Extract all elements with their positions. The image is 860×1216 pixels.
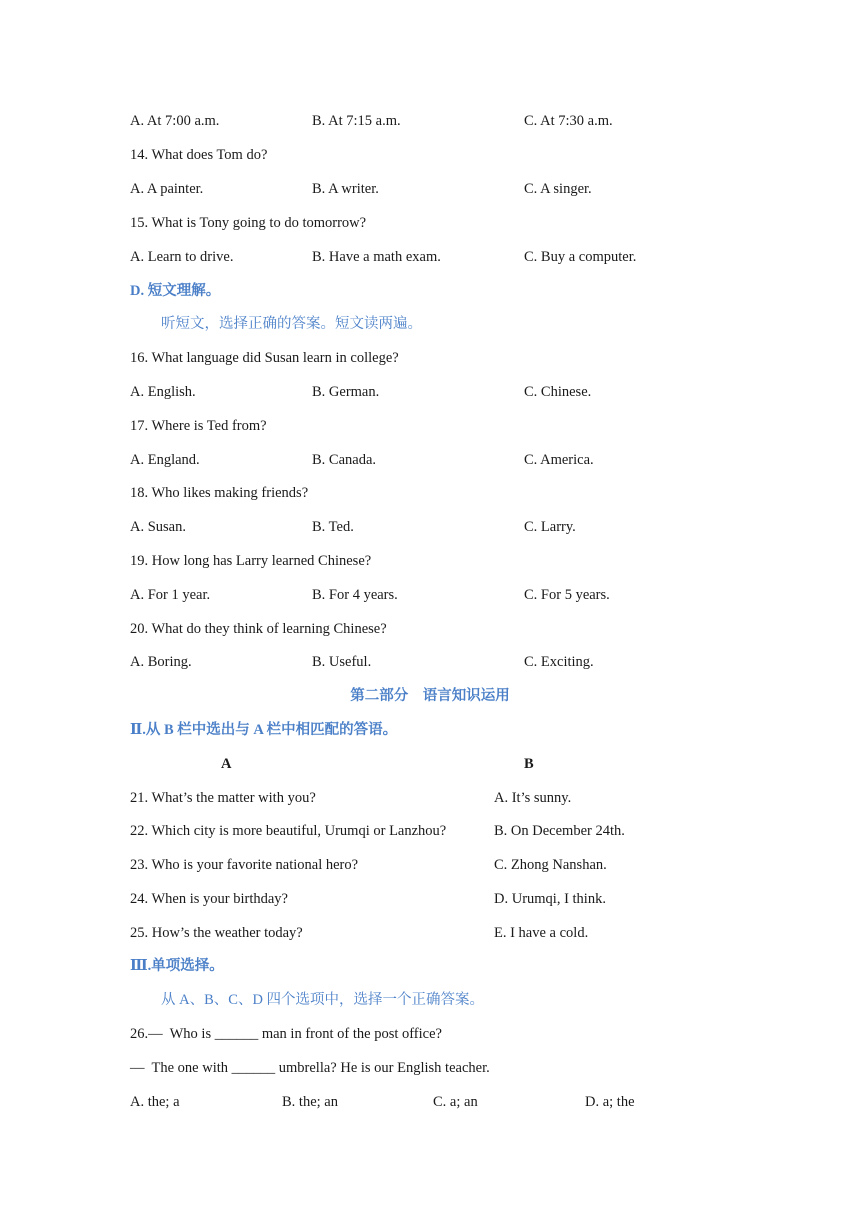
section-d-instruction-line xyxy=(0,313,860,335)
match-row xyxy=(0,854,860,876)
match-answer: B. On December 24th. xyxy=(494,823,625,839)
q20-options xyxy=(0,651,860,673)
q20-option-a: A. Boring. xyxy=(130,654,192,670)
q14-text: 14. What does Tom do? xyxy=(130,147,268,163)
q26-text-2: — The one with ______ umbrella? He is our English teacher. xyxy=(130,1060,490,1076)
q14-option-a: A. A painter. xyxy=(130,181,204,197)
section-iii-instruction-line xyxy=(0,989,860,1011)
q19-option-c: C. For 5 years. xyxy=(524,587,610,603)
column-a-header: A xyxy=(221,756,232,772)
q13-options xyxy=(0,110,860,132)
q17-question xyxy=(0,415,860,437)
section-ii-title: Ⅱ.从 B 栏中选出与 A 栏中相匹配的答语。 xyxy=(130,722,398,738)
match-question: 22. Which city is more beautiful, Urumqi or Lanzhou? xyxy=(130,823,447,839)
part-two-title: 第二部分 语言知识运用 xyxy=(350,688,510,704)
match-row xyxy=(0,922,860,944)
match-answer: A. It’s sunny. xyxy=(494,790,572,806)
q19-option-b: B. For 4 years. xyxy=(312,587,398,603)
match-row xyxy=(0,787,860,809)
match-answer: C. Zhong Nanshan. xyxy=(494,857,607,873)
match-question: 25. How’s the weather today? xyxy=(130,925,303,941)
q26-option-c: C. a; an xyxy=(433,1094,478,1110)
section-iii-instruction: 从 A、B、C、D 四个选项中，选择一个正确答案。 xyxy=(161,992,485,1008)
match-row xyxy=(0,888,860,910)
column-b-header: B xyxy=(524,756,534,772)
q16-option-a: A. English. xyxy=(130,384,196,400)
q20-question xyxy=(0,618,860,640)
q17-option-c: C. America. xyxy=(524,452,594,468)
q26-line-2 xyxy=(0,1057,860,1079)
q14-option-c: C. A singer. xyxy=(524,181,592,197)
q16-options xyxy=(0,381,860,403)
q18-text: 18. Who likes making friends? xyxy=(130,485,309,501)
q16-option-b: B. German. xyxy=(312,384,380,400)
q15-text: 15. What is Tony going to do tomorrow? xyxy=(130,215,367,231)
match-answer: D. Urumqi, I think. xyxy=(494,891,606,907)
match-row xyxy=(0,820,860,842)
q20-option-c: C. Exciting. xyxy=(524,654,594,670)
q18-option-c: C. Larry. xyxy=(524,519,576,535)
q18-option-b: B. Ted. xyxy=(312,519,354,535)
section-ii-heading xyxy=(0,719,860,741)
section-iii-title: Ⅲ.单项选择。 xyxy=(130,958,224,974)
q26-text-1: 26.— Who is ______ man in front of the post office? xyxy=(130,1026,442,1042)
q17-text: 17. Where is Ted from? xyxy=(130,418,267,434)
q15-question xyxy=(0,212,860,234)
q26-line-1 xyxy=(0,1023,860,1045)
q26-options xyxy=(0,1091,860,1113)
q13-option-a: A. At 7:00 a.m. xyxy=(130,113,220,129)
q16-question xyxy=(0,347,860,369)
q13-option-b: B. At 7:15 a.m. xyxy=(312,113,401,129)
q26-option-d: D. a; the xyxy=(585,1094,635,1110)
q13-option-c: C. At 7:30 a.m. xyxy=(524,113,613,129)
q19-option-a: A. For 1 year. xyxy=(130,587,211,603)
q17-options xyxy=(0,449,860,471)
q20-option-b: B. Useful. xyxy=(312,654,372,670)
part-two-heading xyxy=(0,685,860,707)
q26-option-a: A. the; a xyxy=(130,1094,180,1110)
match-question: 24. When is your birthday? xyxy=(130,891,288,907)
q17-option-a: A. England. xyxy=(130,452,200,468)
section-iii-heading xyxy=(0,955,860,977)
section-d-instruction: 听短文，选择正确的答案。短文读两遍。 xyxy=(161,316,422,332)
q14-question xyxy=(0,144,860,166)
q16-text: 16. What language did Susan learn in college? xyxy=(130,350,399,366)
q18-options xyxy=(0,516,860,538)
q14-options xyxy=(0,178,860,200)
match-answer: E. I have a cold. xyxy=(494,925,589,941)
section-d-title: D. 短文理解。 xyxy=(130,283,221,299)
match-question: 21. What’s the matter with you? xyxy=(130,790,316,806)
q15-option-b: B. Have a math exam. xyxy=(312,249,441,265)
q19-question xyxy=(0,550,860,572)
q19-text: 19. How long has Larry learned Chinese? xyxy=(130,553,372,569)
q20-text: 20. What do they think of learning Chinese? xyxy=(130,621,387,637)
q15-option-a: A. Learn to drive. xyxy=(130,249,234,265)
q18-option-a: A. Susan. xyxy=(130,519,186,535)
q17-option-b: B. Canada. xyxy=(312,452,377,468)
q18-question xyxy=(0,482,860,504)
match-question: 23. Who is your favorite national hero? xyxy=(130,857,359,873)
section-d-heading xyxy=(0,280,860,302)
q15-options xyxy=(0,246,860,268)
q26-option-b: B. the; an xyxy=(282,1094,338,1110)
q15-option-c: C. Buy a computer. xyxy=(524,249,637,265)
q16-option-c: C. Chinese. xyxy=(524,384,592,400)
match-column-headers xyxy=(0,753,860,775)
q14-option-b: B. A writer. xyxy=(312,181,379,197)
q19-options xyxy=(0,584,860,606)
